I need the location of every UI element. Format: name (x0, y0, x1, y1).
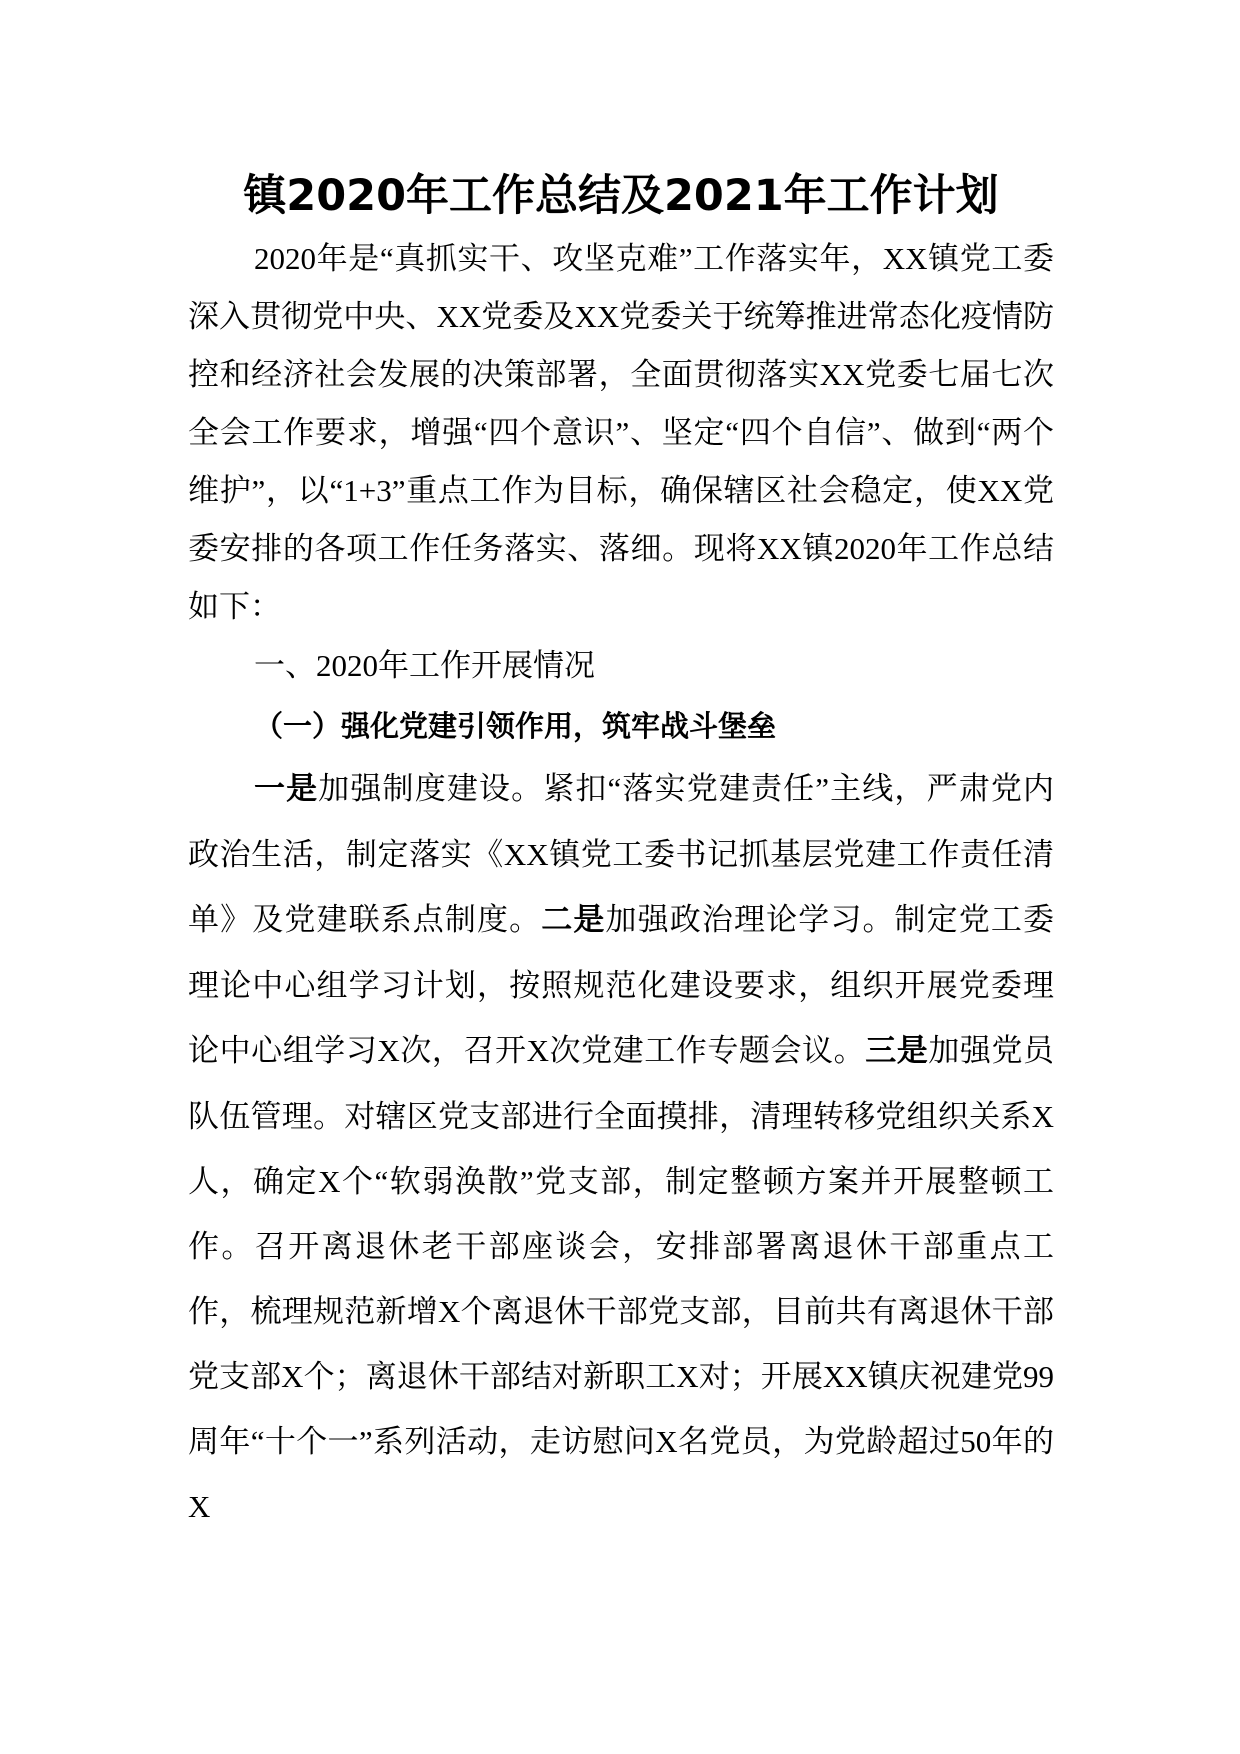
paragraph-text-3: 加强党员队伍管理。对辖区党支部进行全面摸排，清理转移党组织关系X人，确定X个“软弱涣散”党支部，制定整顿方案并开展整顿工作。召开离退休老干部座谈会，安排部署离退休干部重点工作，梳理规范新增X个离退休干部党支部，目前共有离退休干部党支部X个；离退休干部结对新职工X对；开展XX镇庆祝建党99周年“十个一”系列活动，走访慰问X名党员，为党龄超过50年的X (188, 1033, 1055, 1524)
paragraph-text-1: 加强制度建设。紧扣“落实党建责任”主线，严肃党内政治生活，制定落实《XX镇党工委书记抓基层党建工作责任清单》及党建联系点制度。 (188, 771, 1054, 937)
document-page (188, 150, 1054, 1539)
lead-phrase-1: 一是 (254, 771, 319, 807)
document-title: 镇2020年工作总结及2021年工作计划 (243, 171, 999, 221)
section-heading: 一、2020年工作开展情况 (254, 648, 595, 683)
body-paragraph (188, 756, 1054, 1539)
intro-paragraph: 2020年是“真抓实干、攻坚克难”工作落实年，XX镇党工委深入贯彻党中央、XX党委及XX党委关于统筹推进常态化疫情防控和经济社会发展的决策部署，全面贯彻落实XX党委七届七次全会工作要求，增强“四个意识”、坚定“四个自信”、做到“两个维护”，以“1+3”重点工作为目标，确保辖区社会稳定，使XX党委安排的各项工作任务落实、落细。现将XX镇2020年工作总结如下： (188, 241, 1054, 624)
subsection-heading: （一）强化党建引领作用，筑牢战斗堡垒 (254, 709, 777, 743)
lead-phrase-2: 二是 (541, 902, 606, 938)
lead-phrase-3: 三是 (865, 1033, 929, 1069)
paragraph-text-2: 加强政治理论学习。制定党工委理论中心组学习计划，按照规范化建设要求，组织开展党委理论中心组学习X次，召开X次党建工作专题会议。 (188, 902, 1055, 1068)
